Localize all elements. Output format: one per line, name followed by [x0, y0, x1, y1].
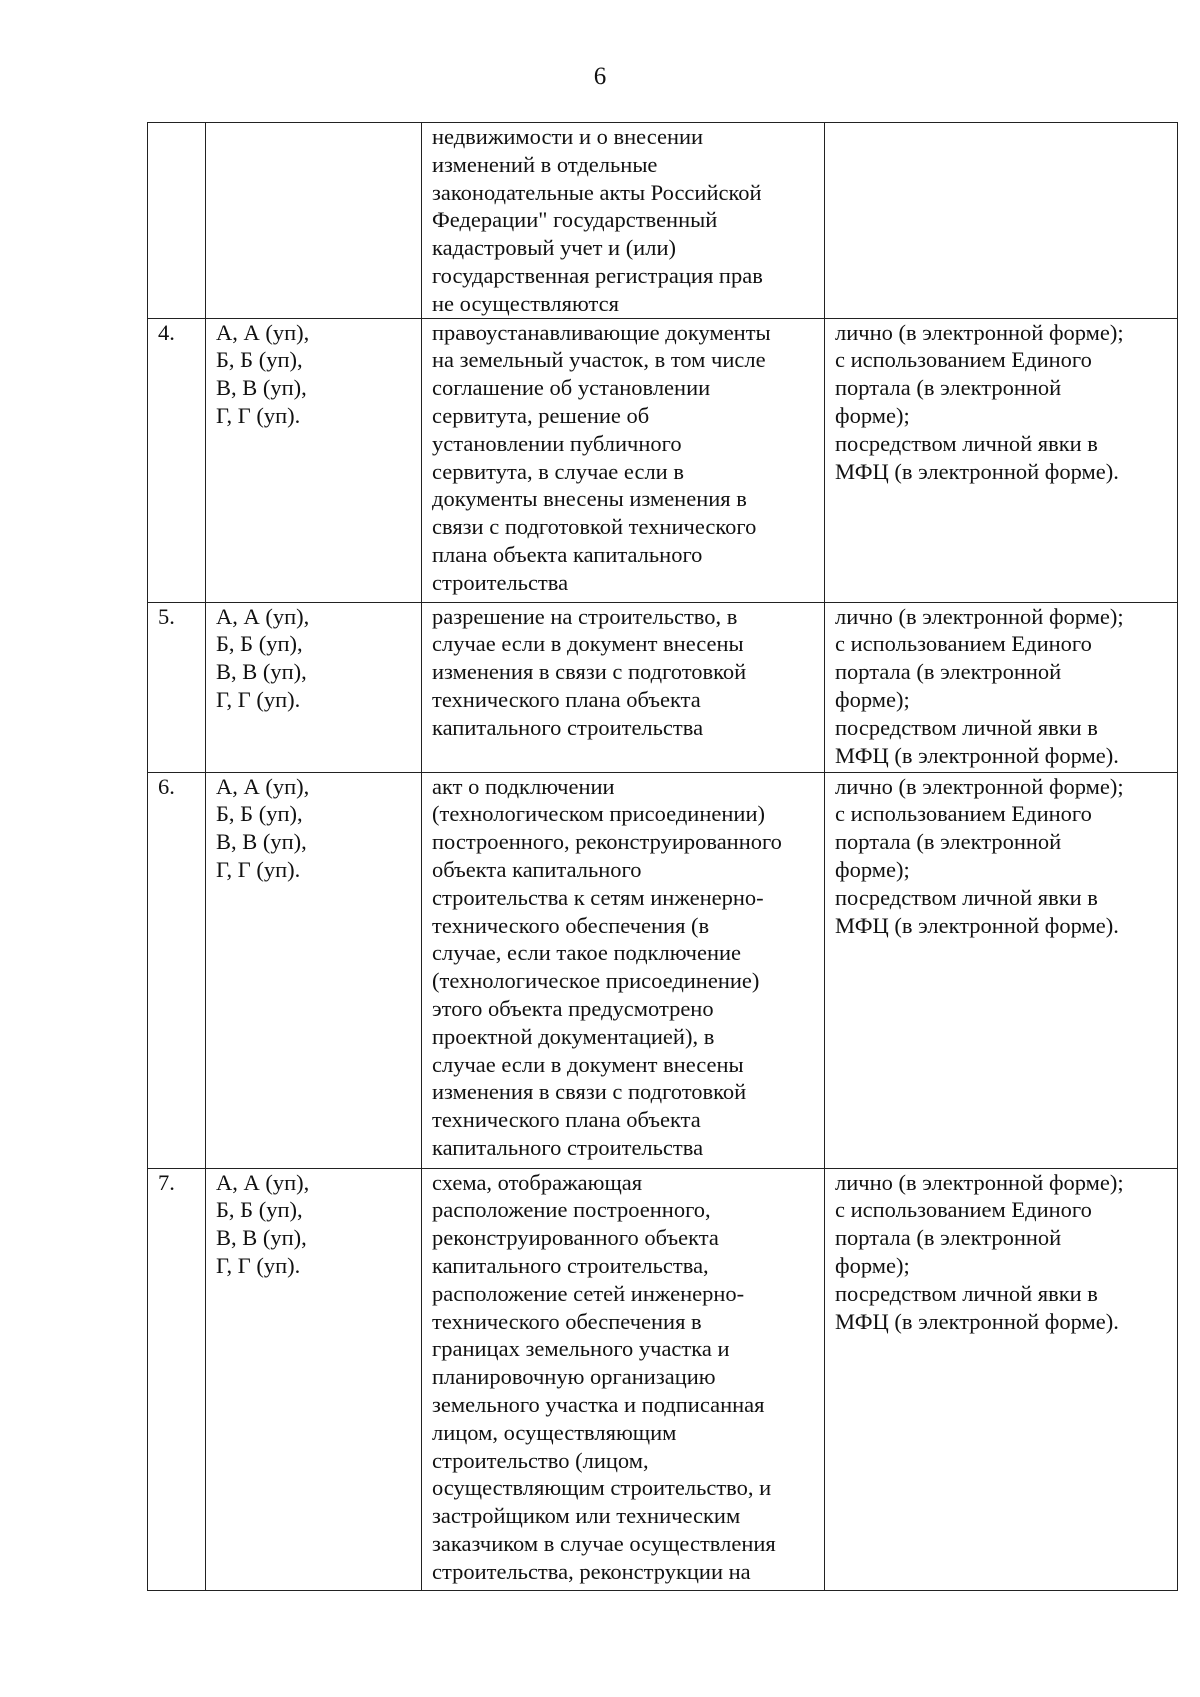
applicant-categories: [206, 123, 422, 319]
table-row: [148, 123, 1178, 319]
table-row: [148, 1168, 1178, 1590]
row-number: [148, 123, 206, 319]
row-number: 6.: [148, 772, 206, 1168]
page-number: 6: [593, 63, 607, 90]
applicant-categories: А, А (уп), Б, Б (уп), В, В (уп), Г, Г (уп).: [206, 772, 422, 1168]
document-description: разрешение на строительство, в случае если в документ внесены изменения в связи с подготовкой технического плана объекта капитального строительства: [422, 602, 825, 772]
document-description: схема, отображающая расположение построенного, реконструированного объекта капитального строительства, расположение сетей инженерно- технического обеспечения в границах земельного участка и планировочную организацию земельного участка и подписанная лицом, осуществляющим строительство (лицом, осуществляющим строительство, и застройщиком или техническим заказчиком в случае осуществления строительства, реконструкции на: [422, 1168, 825, 1590]
table-row: [148, 318, 1178, 602]
table-row: [148, 772, 1178, 1168]
applicant-categories: А, А (уп), Б, Б (уп), В, В (уп), Г, Г (уп).: [206, 1168, 422, 1590]
submission-method: лично (в электронной форме); с использованием Единого портала (в электронной форме); посредством личной явки в МФЦ (в электронной форме).: [825, 772, 1178, 1168]
submission-method: лично (в электронной форме); с использованием Единого портала (в электронной форме); посредством личной явки в МФЦ (в электронной форме).: [825, 602, 1178, 772]
document-description: правоустанавливающие документы на земельный участок, в том числе соглашение об установлении сервитута, решение об установлении публичного сервитута, в случае если в документы внесены изменения в связи с подготовкой технического плана объекта капитального строительства: [422, 318, 825, 602]
applicant-categories: А, А (уп), Б, Б (уп), В, В (уп), Г, Г (уп).: [206, 602, 422, 772]
document-description: недвижимости и о внесении изменений в отдельные законодательные акты Российской Федерации" государственный кадастровый учет и (или) государственная регистрация прав не осуществляются: [422, 123, 825, 319]
document-description: акт о подключении (технологическом присоединении) построенного, реконструированного объекта капитального строительства к сетям инженерно- технического обеспечения (в случае, если такое подключение (технологическое присоединение) этого объекта предусмотрено проектной документацией), в случае если в документ внесены изменения в связи с подготовкой технического плана объекта капитального строительства: [422, 772, 825, 1168]
row-number: 5.: [148, 602, 206, 772]
submission-method: лично (в электронной форме); с использованием Единого портала (в электронной форме); посредством личной явки в МФЦ (в электронной форме).: [825, 1168, 1178, 1590]
submission-method: [825, 123, 1178, 319]
applicant-categories: А, А (уп), Б, Б (уп), В, В (уп), Г, Г (уп).: [206, 318, 422, 602]
row-number: 7.: [148, 1168, 206, 1590]
submission-method: лично (в электронной форме); с использованием Единого портала (в электронной форме); посредством личной явки в МФЦ (в электронной форме).: [825, 318, 1178, 602]
row-number: 4.: [148, 318, 206, 602]
documents-table: [147, 122, 1178, 1591]
table-row: [148, 602, 1178, 772]
